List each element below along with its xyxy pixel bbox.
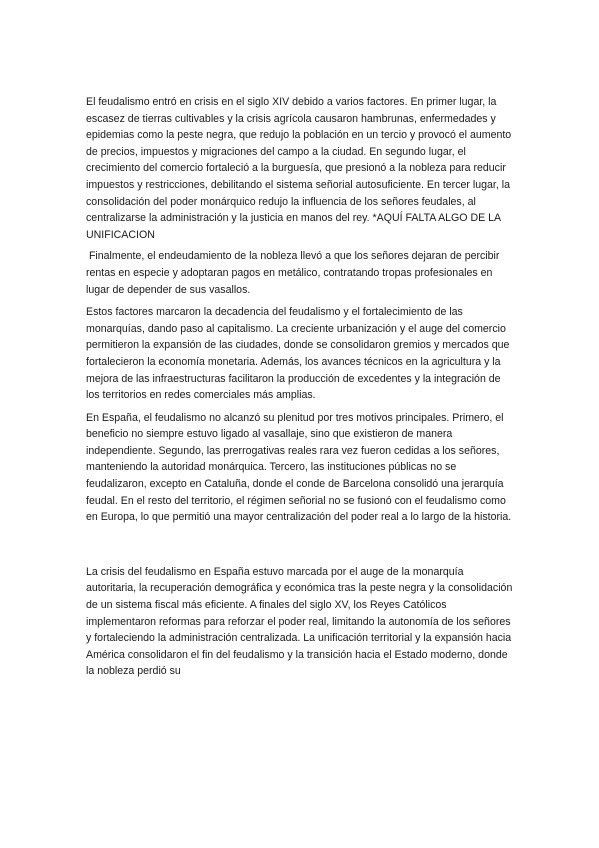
paragraph-decline-capitalism: Estos factores marcaron la decadencia del feudalismo y el fortalecimiento de las monarquías, dando paso al capitalismo. La creciente urbanización y el auge del comercio permitieron la expansión de las ciudades, donde se consolidaron gremios y mercados que fortalecieron la economía monetaria. Además, los avances técnicos en la agricultura y la mejora de las infraestructuras facilitaron la producción de excedentes y la integración de los territorios en redes comerciales más amplias. <box>86 306 510 402</box>
paragraph-spain-crisis: La crisis del feudalismo en España estuvo marcada por el auge de la monarquía autoritaria, la recuperación demográfica y económica tras la peste negra y la consolidación de un sistema fiscal más eficiente. A finales del siglo XV, los Reyes Católicos implementaron reformas para reforzar el poder real, limitando la autonomía de los señores y fortaleciendo la administración centralizada. La unificación territorial y la expansión hacia América consolidaron el fin del feudalismo y la transición hacia el Estado moderno, donde la nobleza perdió su <box>86 565 513 678</box>
paragraph-nobility-debt: Finalmente, el endeudamiento de la nobleza llevó a que los señores dejaran de percibir rentas en especie y adoptaran pagos en metálico, contratando tropas profesionales en lugar de depender de sus vasallos. <box>86 250 500 296</box>
paragraph-spacer <box>86 526 514 564</box>
document-body <box>86 94 514 680</box>
paragraph-crisis-causes: El feudalismo entró en crisis en el siglo XIV debido a varios factores. En primer lugar, la escasez de tierras cultivables y la crisis agrícola causaron hambrunas, enfermedades y epidemias como la peste negra, que redujo la población en un tercio y provocó el aumento de precios, impuestos y migraciones del campo a la ciudad. En segundo lugar, el crecimiento del comercio fortaleció a la burguesía, que presionó a la nobleza para reducir impuestos y restricciones, debilitando el sistema señorial autosuficiente. En tercer lugar, la consolidación del poder monárquico redujo la influencia de los señores feudales, al centralizarse la administración y la justicia en manos del rey. *AQUÍ FALTA ALGO DE LA UNIFICACION <box>86 96 512 241</box>
paragraph-spain-feudalism: En España, el feudalismo no alcanzó su plenitud por tres motivos principales. Primero, el beneficio no siempre estuvo ligado al vasallaje, sino que existieron de manera independiente. Segundo, las prerrogativas reales rara vez fueron cedidas a los señores, manteniendo la autoridad monárquica. Tercero, las instituciones públicas no se feudalizaron, excepto en Cataluña, donde el conde de Barcelona consolidó una jerarquía feudal. En el resto del territorio, el régimen señorial no se fusionó con el feudalismo como en Europa, lo que permitió una mayor centralización del poder real a lo largo de la historia. <box>86 411 512 524</box>
